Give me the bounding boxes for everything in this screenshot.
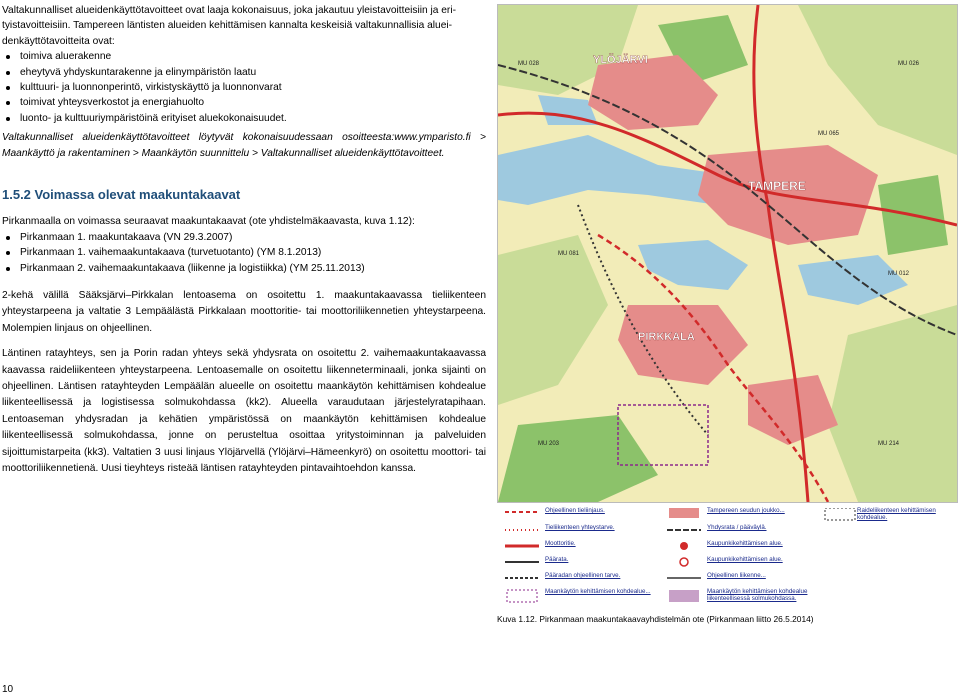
label-ylojarvi: YLÖJÄRVI	[593, 54, 648, 66]
legend-label: Pääradan ohjeellinen tarve.	[545, 572, 621, 579]
legend-label: Maankäytön kehittämisen kohdealue liikenteellisessä solmukohdassa.	[707, 588, 808, 602]
map-code: MU 065	[818, 131, 840, 137]
section-heading: 1.5.2 Voimassa olevat maakuntakaavat	[2, 187, 241, 202]
legend-label: Maankäytön kehittämisen kohdealue...	[545, 588, 651, 595]
list-item: toimivat yhteysverkostot ja energiahuolto	[2, 95, 486, 110]
list-item: Pirkanmaan 1. vaihemaakuntakaava (turvetuotanto) (YM 8.1.2013)	[2, 245, 486, 260]
legend-symbols-col3	[823, 508, 857, 522]
list-item: toimiva aluerakenne	[2, 49, 486, 64]
label-tampere: TAMPERE	[748, 179, 806, 193]
legend-label: Raideliikenteen kehittämisen kohdealue.	[857, 507, 936, 521]
paragraph-ring-road: 2-kehä välillä Sääksjärvi–Pirkkalan lentoasema on osoitettu 1. maakuntakaavassa tieliikenteen yhteystarpeena ja valtatie 3 Lempäälästä Pirkkalaan moottoritie- tai moottoriliikennetien yhteystarpeena. Molempien linjaus on ohjeellinen.	[2, 290, 486, 334]
list-item: eheytyvä yhdyskuntarakenne ja elinympäristön laatu	[2, 65, 486, 80]
page-number: 10	[2, 684, 14, 695]
map-code: MU 026	[898, 61, 920, 67]
legend-symbols-col2	[665, 508, 703, 608]
map-code: MU 081	[558, 251, 580, 257]
intro-line-2: tyistavoitteisiin. Tampereen läntisten alueiden kehittämisen kannalta keskeisiä valtakunnallisia aluei-	[2, 20, 453, 32]
section-lead: Pirkanmaalla on voimassa seuraavat maakuntakaavat (ote yhdistelmäkaavasta, kuva 1.12):	[2, 216, 415, 228]
paragraph-rail: Läntinen ratayhteys, sen ja Porin radan yhteys sekä yhdysrata on osoitettu 2. vaihemaakuntakaavassa kaavassa raideliikenteen yhteystarpeena. Lentoasemalle on osoitettu liikenneterminaali, jonka sijainti on ohjeellinen. Läntisen ratayhteyden Lempäälän alueelle on osoitettu maankäytön kehittämisen kohdealue liikenteellisessä ja logistisessa solmukohdassa (kk2). Alueella varaudutaan järjestelyratapihaan. Lentoaseman yhdysradan ja kehätien ympäristössä on maankäytön kehittämisen kohdealue liikenteellisessä solmukohdassa, jonne on perusteltua osoittaa yritystoiminnan ja palveluiden sijoittumistarpeita (kk3). Valtatien 3 uusi linjaus Ylöjärvellä (Ylöjärvi–Hämeenkyrö) on osoitettu moottori- tai moottoriliikennetienä. Uusi tieyhteys risteää läntisen ratayhteyden pintavaihtoehdon kanssa.	[2, 348, 486, 475]
legend-label: Ohjeellinen tieliinjaus.	[545, 507, 605, 514]
regional-plan-map	[497, 4, 958, 503]
list-item: Pirkanmaan 1. maakuntakaava (VN 29.3.2007)	[2, 230, 486, 245]
intro-line-1: Valtakunnalliset alueidenkäyttötavoitteet ovat laaja kokonaisuus, joka jakautuu yleistavoitteisiin ja eri-	[2, 5, 456, 16]
legend-label: Kaupunkikehittämisen alue.	[707, 540, 783, 547]
map-code: MU 214	[878, 441, 900, 447]
figure-caption: Kuva 1.12. Pirkanmaan maakuntakaavayhdistelmän ote (Pirkanmaan liitto 26.5.2014)	[497, 614, 814, 624]
goals-list	[2, 49, 486, 126]
map-code: MU 203	[538, 441, 560, 447]
list-item: kulttuuri- ja luonnonperintö, virkistyskäyttö ja luonnonvarat	[2, 80, 486, 95]
intro-block	[2, 3, 486, 161]
legend-label: Kaupunkikehittämisen alue.	[707, 556, 783, 563]
map-code: MU 012	[888, 271, 910, 277]
label-pirkkala: PIRKKALA	[638, 331, 695, 343]
legend-label: Ohjeellinen liikenne...	[707, 572, 766, 579]
source-note: Valtakunnalliset alueidenkäyttötavoitteet löytyvät kokonaisuudessaan osoitteesta:www.ymparisto.fi > Maankäyttö ja rakentaminen > Maankäytön suunnittelu > Valtakunnalliset alueidenkäyttötavoitteet.	[2, 132, 486, 159]
legend-label: Päärata.	[545, 556, 569, 563]
section-block	[2, 187, 486, 478]
map-legend	[497, 502, 956, 612]
legend-label: Yhdysrata / pääväylä.	[707, 524, 767, 531]
intro-line-3: denkäyttötavoitteita ovat:	[2, 35, 115, 47]
legend-label: Tieliikenteen yhteystarve.	[545, 524, 615, 531]
legend-label: Moottoritie.	[545, 540, 576, 547]
legend-symbols-col1	[503, 508, 541, 608]
list-item: Pirkanmaan 2. vaihemaakuntakaava (liikenne ja logistiikka) (YM 25.11.2013)	[2, 261, 486, 276]
map-graphic	[498, 5, 957, 502]
plans-list	[2, 230, 486, 276]
list-item: luonto- ja kulttuuriympäristöinä erityiset aluekokonaisuudet.	[2, 111, 486, 126]
map-code: MU 028	[518, 61, 540, 67]
legend-label: Tampereen seudun joukko...	[707, 507, 785, 514]
